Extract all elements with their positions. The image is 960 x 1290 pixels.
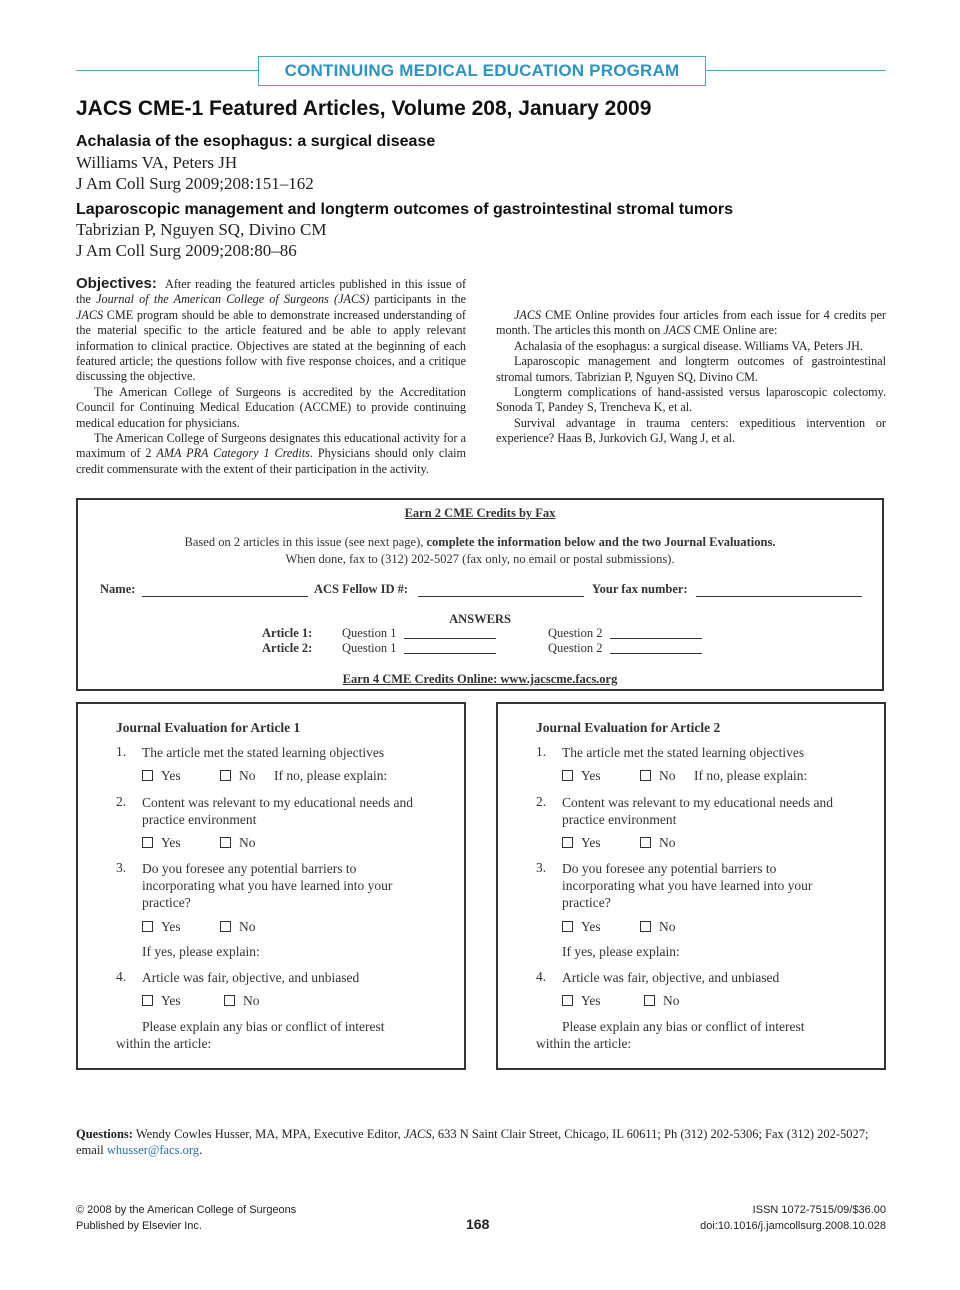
q1-no-option[interactable]: No — [220, 768, 256, 784]
checkbox[interactable] — [224, 995, 235, 1006]
copyright: © 2008 by the American College of Surgeons — [76, 1204, 297, 1216]
email-link[interactable]: whusser@facs.org — [106, 1143, 200, 1157]
online-article-1: Achalasia of the esophagus: a surgical disease. Williams VA, Peters JH. — [514, 338, 863, 353]
article-1-q2-answer[interactable] — [610, 638, 702, 639]
q1-if-no-label: If no, please explain: — [274, 768, 388, 783]
checkbox[interactable] — [142, 995, 153, 1006]
fax-number-label: Your fax number: — [592, 582, 688, 596]
checkbox[interactable] — [562, 921, 573, 932]
fax-number-note: When done, fax to (312) 202-5027 (fax only, no email or postal submissions). — [285, 552, 675, 566]
header-rule-right — [704, 70, 886, 71]
q1-number: 1. — [536, 744, 547, 759]
q3-no-option[interactable]: No — [220, 919, 256, 935]
q4-no-option[interactable]: No — [644, 993, 680, 1009]
article-1-q1-label: Question 1 — [342, 626, 397, 640]
header-rule-left — [76, 70, 258, 71]
q3-yes-option[interactable]: Yes — [562, 919, 601, 935]
article-2-citation: J Am Coll Surg 2009;208:80–86 — [76, 241, 297, 260]
questions-contact: Questions: Wendy Cowles Husser, MA, MPA, Executive Editor, JACS, 633 N Saint Clair Street, Chicago, IL 60611; Ph (312) 202-5306; Fax (312) 202-5027; email whusser@facs.org. — [76, 1127, 869, 1157]
checkbox[interactable] — [142, 837, 153, 848]
name-label: Name: — [100, 582, 136, 596]
checkbox[interactable] — [640, 770, 651, 781]
q1-text: The article met the stated learning objectives — [142, 745, 385, 760]
checkbox[interactable] — [644, 995, 655, 1006]
q4-no-option[interactable]: No — [224, 993, 260, 1009]
objectives-paragraph: Objectives: After reading the featured articles published in this issue of the Journal of the American College of Surgeons (JACS) participants in the JACS CME program should be able to demonstrate increased understanding of the material specific to the article featured and be able to apply relevant information to clinical practice. Objectives are stated at the beginning of each featured article; the questions follow with five response choices, and a critique discussing the objective. — [76, 275, 467, 384]
objectives-heading: Objectives: — [76, 275, 157, 292]
name-field[interactable] — [142, 596, 308, 597]
journal-evaluation-2 — [496, 702, 886, 1070]
checkbox[interactable] — [142, 921, 153, 932]
online-articles-column — [496, 308, 886, 447]
q4-text: Article was fair, objective, and unbiased — [562, 970, 780, 985]
q1-no-option[interactable]: No — [640, 768, 676, 784]
q2-text: Content was relevant to my educational needs and practice environment — [142, 795, 414, 827]
q1-text: The article met the stated learning objectives — [562, 745, 805, 760]
questions-label: Questions: — [76, 1127, 133, 1141]
online-credits-link[interactable]: Earn 4 CME Credits Online: www.jacscme.facs.org — [342, 672, 618, 686]
evaluation-1-title: Journal Evaluation for Article 1 — [116, 720, 301, 735]
bias-explain-label: Please explain any bias or conflict of interest within the article: — [116, 1019, 385, 1051]
q2-yes-option[interactable]: Yes — [562, 835, 601, 851]
online-article-2: Laparoscopic management and longterm outcomes of gastrointestinal stromal tumors. Tabrizian P, Nguyen SQ, Divino CM. — [496, 354, 886, 384]
article-2-q2-answer[interactable] — [610, 653, 702, 654]
q4-yes-option[interactable]: Yes — [562, 993, 601, 1009]
answer-row-article-2: Article 2: — [262, 641, 313, 655]
checkbox[interactable] — [220, 921, 231, 932]
q3-if-yes-label: If yes, please explain: — [142, 944, 260, 959]
checkbox[interactable] — [220, 837, 231, 848]
q1-yes-option[interactable]: Yes — [142, 768, 181, 784]
checkbox[interactable] — [220, 770, 231, 781]
checkbox[interactable] — [640, 921, 651, 932]
q3-text: Do you foresee any potential barriers to incorporating what you have learned into your practice? — [562, 861, 813, 910]
q4-text: Article was fair, objective, and unbiased — [142, 970, 360, 985]
online-intro: JACS CME Online provides four articles from each issue for 4 credits per month. The articles this month on JACS CME Online are: — [496, 308, 886, 338]
fax-instructions: Based on 2 articles in this issue (see next page), complete the information below and the two Journal Evaluations. — [184, 535, 776, 549]
q1-yes-option[interactable]: Yes — [562, 768, 601, 784]
fax-heading: Earn 2 CME Credits by Fax — [404, 506, 556, 520]
q2-number: 2. — [536, 794, 547, 809]
article-1-citation: J Am Coll Surg 2009;208:151–162 — [76, 174, 314, 193]
issn: ISSN 1072-7515/09/$36.00 — [752, 1204, 886, 1216]
article-2-title: Laparoscopic management and longterm outcomes of gastrointestinal stromal tumors — [76, 201, 734, 218]
q4-yes-option[interactable]: Yes — [142, 993, 181, 1009]
answer-row-article-1: Article 1: — [262, 626, 313, 640]
article-1-title: Achalasia of the esophagus: a surgical disease — [76, 133, 436, 150]
fax-number-field[interactable] — [696, 596, 862, 597]
publisher: Published by Elsevier Inc. — [76, 1220, 202, 1232]
article-1-authors: Williams VA, Peters JH — [76, 153, 238, 172]
online-article-4: Survival advantage in trauma centers: expeditious intervention or experience? Haas B, Jurkovich GJ, Wang J, et al. — [496, 415, 886, 446]
q3-number: 3. — [536, 860, 547, 875]
article-2-q2-label: Question 2 — [548, 641, 603, 655]
checkbox[interactable] — [562, 837, 573, 848]
q1-if-no-label: If no, please explain: — [694, 768, 808, 783]
q2-no-option[interactable]: No — [220, 835, 256, 851]
q2-no-option[interactable]: No — [640, 835, 676, 851]
q3-yes-option[interactable]: Yes — [142, 919, 181, 935]
checkbox[interactable] — [562, 995, 573, 1006]
evaluation-2-title: Journal Evaluation for Article 2 — [536, 720, 721, 735]
designation-paragraph: The American College of Surgeons designates this educational activity for a maximum of 2 AMA PRA Category 1 Credits. Physicians should only claim credit commensurate with the extent of their participation in the activity. — [76, 431, 466, 476]
journal-evaluation-1 — [76, 702, 466, 1070]
program-banner: CONTINUING MEDICAL EDUCATION PROGRAM — [258, 56, 706, 86]
page-number: 168 — [466, 1216, 490, 1232]
article-2-q1-label: Question 1 — [342, 641, 397, 655]
checkbox[interactable] — [562, 770, 573, 781]
q3-number: 3. — [116, 860, 127, 875]
doi: doi:10.1016/j.jamcollsurg.2008.10.028 — [700, 1220, 886, 1232]
accreditation-paragraph: The American College of Surgeons is accredited by the Accreditation Council for Continuing Medical Education (ACCME) to provide continuing medical education for physicians. — [76, 384, 466, 430]
q2-text: Content was relevant to my educational needs and practice environment — [562, 795, 834, 827]
q3-no-option[interactable]: No — [640, 919, 676, 935]
q3-text: Do you foresee any potential barriers to incorporating what you have learned into your practice? — [142, 861, 393, 910]
fellow-id-field[interactable] — [418, 596, 584, 597]
q2-yes-option[interactable]: Yes — [142, 835, 181, 851]
checkbox[interactable] — [142, 770, 153, 781]
bias-explain-label: Please explain any bias or conflict of interest within the article: — [536, 1019, 805, 1051]
q1-number: 1. — [116, 744, 127, 759]
article-2-authors: Tabrizian P, Nguyen SQ, Divino CM — [76, 220, 327, 239]
article-2-q1-answer[interactable] — [404, 653, 496, 654]
q3-if-yes-label: If yes, please explain: — [562, 944, 680, 959]
article-1-q1-answer[interactable] — [404, 638, 496, 639]
article-1-q2-label: Question 2 — [548, 626, 603, 640]
fellow-id-label: ACS Fellow ID #: — [314, 582, 409, 596]
fax-credit-form — [76, 498, 884, 691]
q4-number: 4. — [536, 969, 547, 984]
answers-heading: ANSWERS — [449, 612, 511, 626]
objectives-left-column — [76, 276, 466, 477]
q2-number: 2. — [116, 794, 127, 809]
q4-number: 4. — [116, 969, 127, 984]
checkbox[interactable] — [640, 837, 651, 848]
online-article-3: Longterm complications of hand-assisted versus laparoscopic colectomy. Sonoda T, Pandey S, Trencheva K, et al. — [496, 385, 886, 415]
page-title: JACS CME-1 Featured Articles, Volume 208, January 2009 — [76, 97, 652, 120]
